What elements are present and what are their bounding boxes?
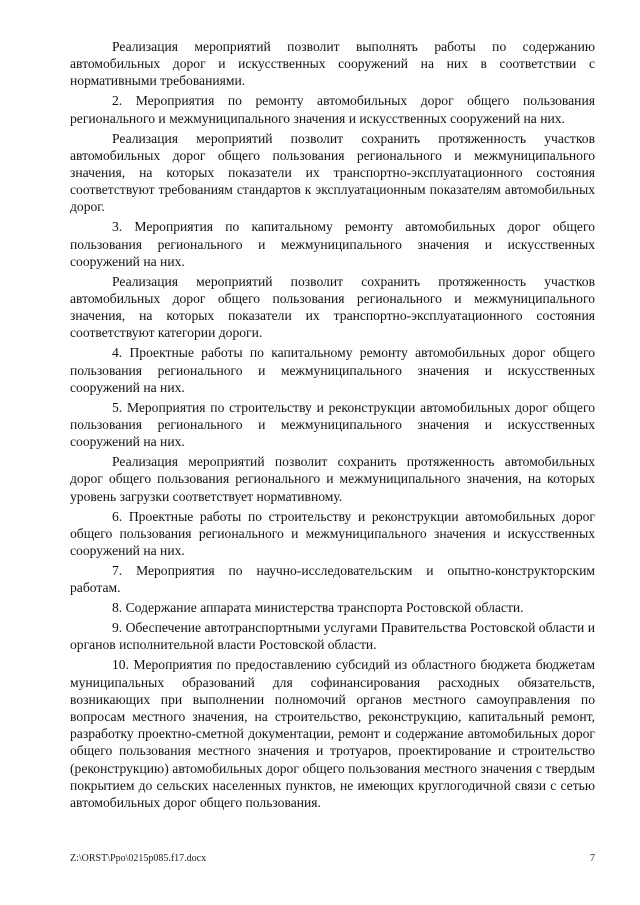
paragraph: 10. Мероприятия по предоставлению субсидий из областного бюджета бюджетам муниципальных образований для софинансирования расходных обязательств, возникающих при выполнении полномочий органов местного самоуправления по вопросам местного значения, на строительство, реконструкцию, капитальный ремонт, разработку проектно-сметной документации, ремонт и содержание автомобильных дорог общего пользования местного значения и тротуаров, проектирование и строительство (реконструкцию) автомобильных дорог общего пользования местного значения с твердым покрытием до сельских населенных пунктов, не имеющих круглогодичной связи с сетью автомобильных дорог общего пользования.	[70, 657, 595, 811]
document-body	[70, 38, 595, 814]
page-number: 7	[590, 853, 595, 864]
paragraph: Реализация мероприятий позволит сохранить протяженность участков автомобильных дорог общего пользования регионального и межмуниципального значения, на которых показатели их транспортно-эксплуатационного состояния соответствуют категории дороги.	[70, 273, 595, 341]
paragraph: 8. Содержание аппарата министерства транспорта Ростовской области.	[112, 600, 524, 616]
footer-file-path: Z:\ORST\Ppo\0215p085.f17.docx	[70, 853, 207, 864]
paragraph: Реализация мероприятий позволит сохранить протяженность автомобильных дорог общего пользования регионального и межмуниципального значения, на которых уровень загрузки соответствует нормативному.	[70, 454, 595, 504]
paragraph: 9. Обеспечение автотранспортными услугами Правительства Ростовской области и органов исполнительной власти Ростовской области.	[70, 620, 595, 653]
paragraph: 4. Проектные работы по капитальному ремонту автомобильных дорог общего пользования регионального и межмуниципального значения и искусственных сооружений на них.	[70, 345, 595, 395]
paragraph: 5. Мероприятия по строительству и реконструкции автомобильных дорог общего пользования регионального и межмуниципального значения и искусственных сооружений на них.	[70, 399, 595, 450]
paragraph: Реализация мероприятий позволит сохранить протяженность участков автомобильных дорог общего пользования регионального и межмуниципального значения, на которых показатели их транспортно-эксплуатационного состояния соответствуют требованиям стандартов к эксплуатационным показателям автомобильных дорог.	[70, 130, 595, 215]
paragraph: 3. Мероприятия по капитальному ремонту автомобильных дорог общего пользования регионального и межмуниципального значения и искусственных сооружений на них.	[70, 219, 595, 269]
paragraph: 2. Мероприятия по ремонту автомобильных дорог общего пользования регионального и межмуниципального значения и искусственных сооружений на них.	[70, 93, 595, 126]
paragraph: Реализация мероприятий позволит выполнять работы по содержанию автомобильных дорог и искусственных сооружений на них в соответствии с нормативными требованиями.	[70, 39, 595, 89]
paragraph: 6. Проектные работы по строительству и реконструкции автомобильных дорог общего пользования регионального и межмуниципального значения и искусственных сооружений на них.	[70, 508, 595, 559]
paragraph: 7. Мероприятия по научно-исследовательским и опытно-конструкторским работам.	[70, 563, 595, 596]
